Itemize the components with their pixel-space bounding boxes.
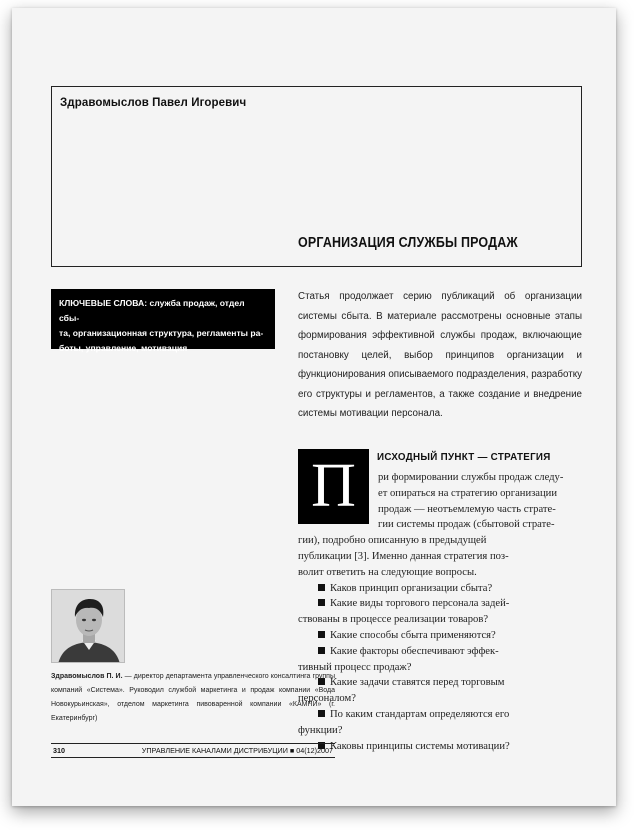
bullet-item: По каким стандартам определяются его <box>298 707 584 723</box>
author-bio <box>51 670 335 726</box>
bullet-square-icon <box>318 631 325 638</box>
body-line: гии системы продаж (сбытовой страте- <box>378 519 555 531</box>
bullet-item-continuation: ствованы в процессе реализации товаров? <box>298 614 489 626</box>
bio-text: — директор департамента управленческого консалтинга группы компаний «Система». Руководил службой маркетинга и продаж компании «Вода Новокурьинская», отделом маркетинга пивоваренной компании «КАМПИ» (г. Екатеринбург) <box>51 673 336 722</box>
bio-name: Здравомыслов П. И. <box>51 673 123 680</box>
bullet-item: Какие задачи ставятся перед торговым <box>298 675 584 691</box>
page-footer <box>51 743 335 758</box>
keywords-line: КЛЮЧЕВЫЕ СЛОВА: служба продаж, отдел сбы- <box>59 298 245 323</box>
bullet-item: Каковы принципы системы мотивации? <box>298 739 584 755</box>
bullet-item: Какие способы сбыта применяются? <box>298 628 584 644</box>
body-line: ет опираться на стратегию организации <box>378 487 558 499</box>
bullet-square-icon <box>318 647 325 654</box>
keywords-line: боты, управление, мотивация <box>59 343 188 353</box>
bullet-square-icon <box>318 599 325 606</box>
section-body <box>298 470 584 754</box>
body-line: волит ответить на следующие вопросы. <box>298 566 477 578</box>
keywords-line: та, организационная структура, регламенты ра- <box>59 328 264 338</box>
body-line: ри формировании службы продаж следу- <box>378 472 564 483</box>
bullet-square-icon <box>318 584 325 591</box>
keywords-box <box>51 289 275 353</box>
page-number: 310 <box>53 746 65 755</box>
author-name: Здравомыслов Павел Игоревич <box>60 97 247 109</box>
bullet-item: Какие факторы обеспечивают эффек- <box>298 644 584 660</box>
bullet-item-continuation: персоналом? <box>298 693 356 705</box>
author-portrait-icon <box>52 590 125 663</box>
body-line: гии), подробно описанную в предыдущей <box>298 535 487 547</box>
section-heading: ИСХОДНЫЙ ПУНКТ — СТРАТЕГИЯ <box>377 452 551 463</box>
bullet-item-continuation: функции? <box>298 724 343 736</box>
bullet-item-continuation: тивный процесс продаж? <box>298 661 412 673</box>
drop-cap: П <box>298 449 369 524</box>
body-line: продаж — неотъемлемую часть страте- <box>378 503 556 515</box>
body-line: публикации [3]. Именно данная стратегия поз- <box>298 550 509 562</box>
author-photo <box>51 589 125 663</box>
bullet-item: Каков принцип организации сбыта? <box>298 581 584 597</box>
journal-issue: УПРАВЛЕНИЕ КАНАЛАМИ ДИСТРИБУЦИИ ■ 04(12)2007 <box>141 746 333 755</box>
bullet-item: Какие виды торгового персонала задей- <box>298 596 584 612</box>
article-title: ОРГАНИЗАЦИЯ СЛУЖБЫ ПРОДАЖ <box>298 235 518 251</box>
article-abstract: Статья продолжает серию публикаций об организации системы сбыта. В материале рассмотрены основные этапы формирования эффективной службы продаж, включающие постановку целей, выбор принципов организации и функционирования описываемого подразделения, разработку его структуры и регламентов, а также создание и внедрение системы мотивации персонала. <box>298 291 582 419</box>
